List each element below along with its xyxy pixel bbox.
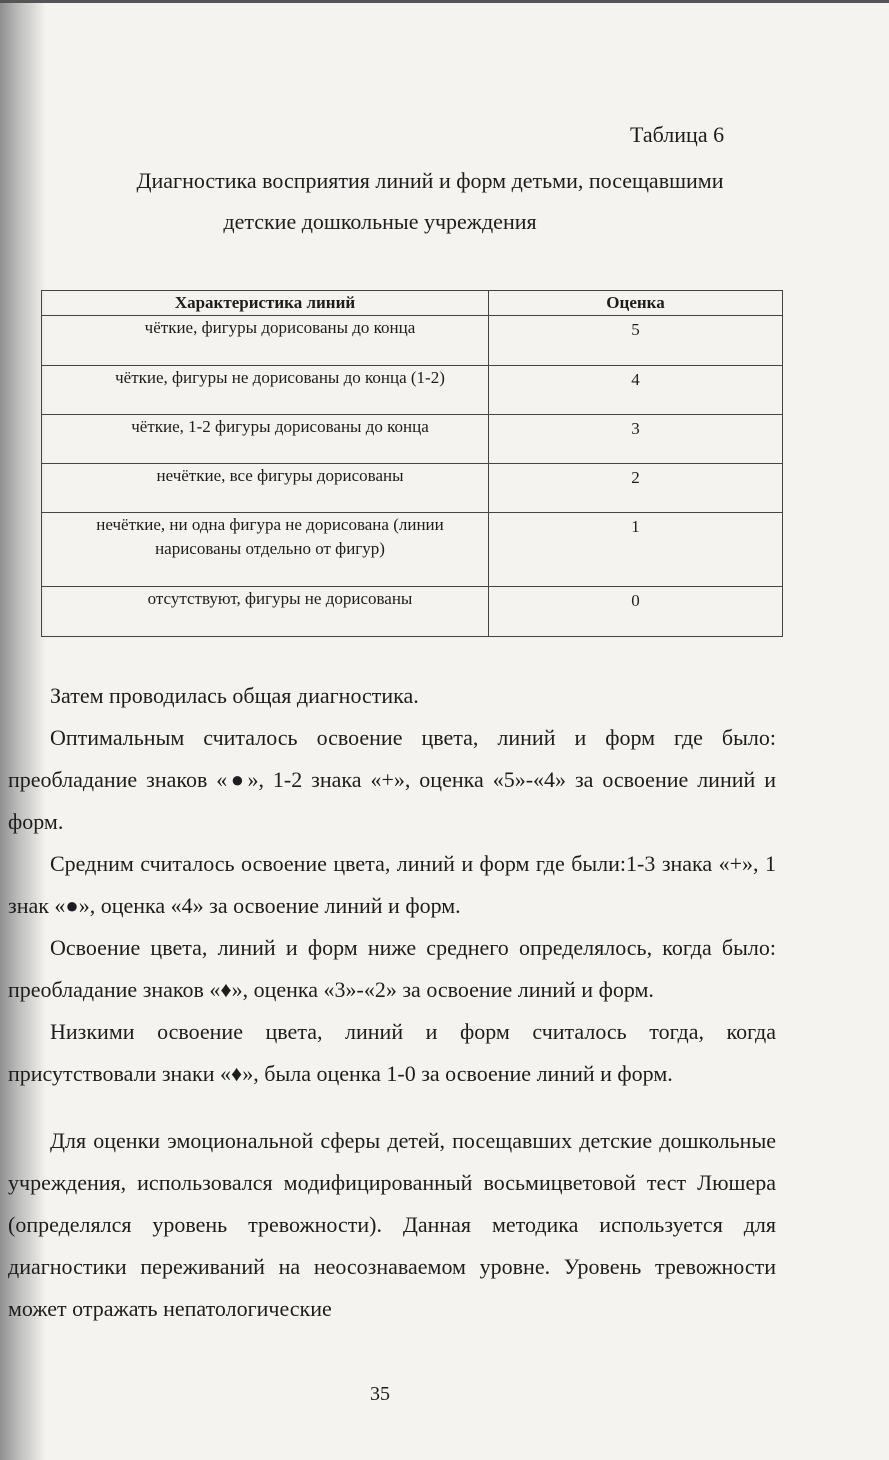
table-row <box>42 587 783 637</box>
table-row <box>42 464 783 513</box>
table-cell-score: 4 <box>489 366 783 415</box>
table-cell-description: нечёткие, все фигуры дорисованы <box>42 464 489 513</box>
page-top-edge <box>0 0 889 3</box>
table-cell-score: 5 <box>489 316 783 366</box>
table-cell-score: 2 <box>489 464 783 513</box>
table-cell-description: чёткие, 1-2 фигуры дорисованы до конца <box>42 415 489 464</box>
table-title-line-1: Диагностика восприятия линий и форм детьми, посещавшими <box>136 168 724 193</box>
page-number: 35 <box>370 1383 390 1405</box>
paragraph-average: Средним считалось освоение цвета, линий и форм где были:1-3 знака «+», 1 знак «●», оценка «4» за освоение линий и форм. <box>8 851 776 918</box>
table-header-score: Оценка <box>489 291 783 316</box>
table-row <box>42 513 783 587</box>
table-cell-description: отсутствуют, фигуры не дорисованы <box>42 587 489 637</box>
paragraph-optimal: Оптимальным считалось освоение цвета, линий и форм где было: преобладание знаков «●», 1-2 знака «+», оценка «5»-«4» за освоение линий и форм. <box>8 725 776 834</box>
table-row <box>42 366 783 415</box>
paragraph-luscher-test: Для оценки эмоциональной сферы детей, посещавших детские дошкольные учреждения, использовался модифицированный восьмицветовой тест Люшера (определялся уровень тревожности). Данная методика используется для диагностики переживаний на неосознаваемом уровне. Уровень тревожности может отражать непатологические <box>8 1128 776 1321</box>
table-row <box>42 316 783 366</box>
table-header-row <box>42 291 783 316</box>
paragraph-general-diagnostics: Затем проводилась общая диагностика. <box>50 683 419 708</box>
table-cell-description: чёткие, фигуры дорисованы до конца <box>42 316 489 366</box>
table-header-characteristic: Характеристика линий <box>42 291 489 316</box>
table-cell-description: чёткие, фигуры не дорисованы до конца (1-2) <box>42 366 489 415</box>
table-cell-description: нечёткие, ни одна фигура не дорисована (линии нарисованы отдельно от фигур) <box>42 513 489 587</box>
paragraph-low: Низкими освоение цвета, линий и форм считалось тогда, когда присутствовали знаки «♦», была оценка 1-0 за освоение линий и форм. <box>8 1019 776 1086</box>
table-cell-score: 0 <box>489 587 783 637</box>
table-caption: Таблица 6 <box>630 122 725 147</box>
table-cell-score: 1 <box>489 513 783 587</box>
assessment-table <box>41 290 783 637</box>
table-row <box>42 415 783 464</box>
table-cell-score: 3 <box>489 415 783 464</box>
paragraph-below-average: Освоение цвета, линий и форм ниже среднего определялось, когда было: преобладание знаков «♦», оценка «3»-«2» за освоение линий и форм. <box>8 935 776 1002</box>
table-title-line-2: детские дошкольные учреждения <box>223 209 537 234</box>
